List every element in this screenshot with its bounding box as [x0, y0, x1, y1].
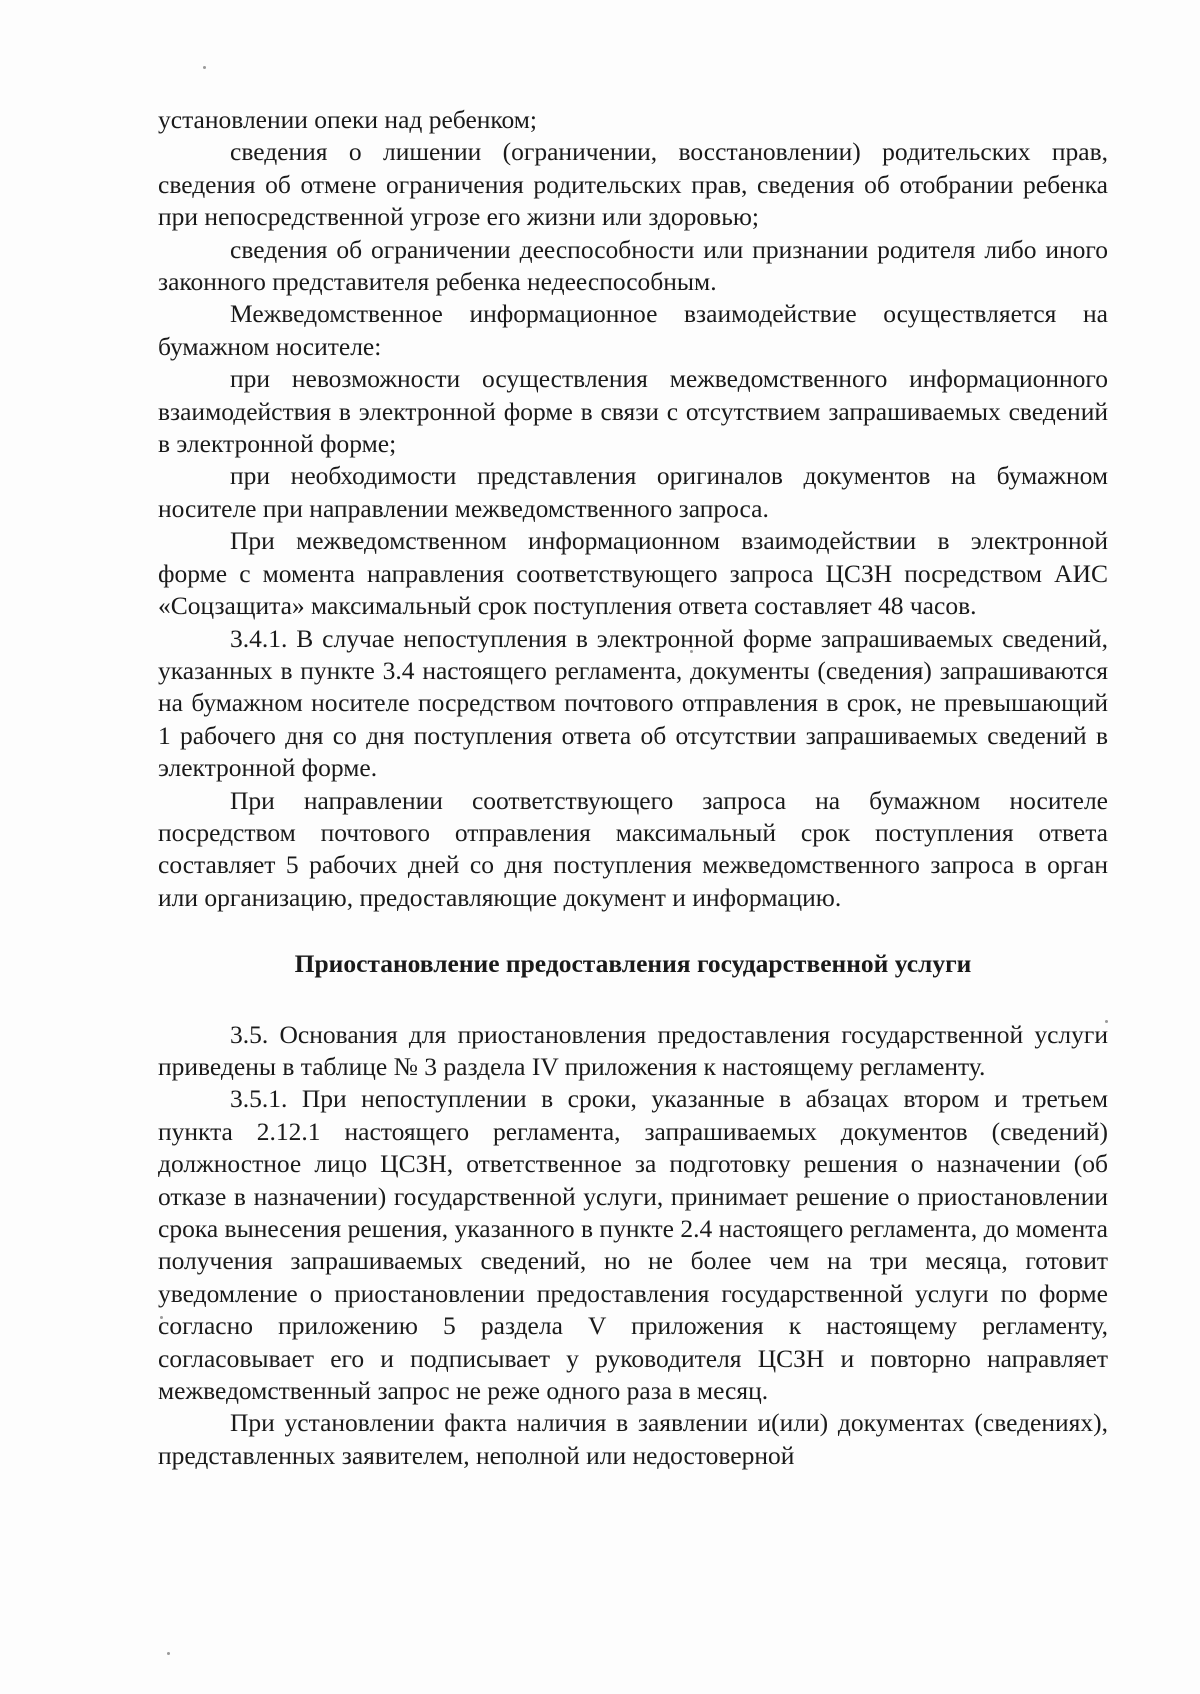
paragraph: сведения об ограничении дееспособности или признании родителя либо иного законного представителя ребенка недееспособным. — [158, 234, 1108, 297]
document-body — [158, 104, 1108, 1472]
paragraph: 3.5.1. При непоступлении в сроки, указанные в абзацах втором и третьем пункта 2.12.1 настоящего регламента, запрашиваемых документов (сведений) должностное лицо ЦСЗН, ответственное за подготовку решения о назначении (об отказе в назначении) государственной услуги, принимает решение о приостановлении срока вынесения решения, указанного в пункте 2.4 настоящего регламента, до момента получения запрашиваемых сведений, но не более чем на три месяца, готовит уведомление о приостановлении предоставления государственной услуги по форме согласно приложению 5 раздела V приложения к настоящему регламенту, согласовывает его и подписывает у руководителя ЦСЗН и повторно направляет межведомственный запрос не реже одного раза в месяц. — [158, 1084, 1108, 1406]
section-heading: Приостановление предоставления государственной услуги — [294, 949, 972, 979]
paragraph: 3.5. Основания для приостановления предоставления государственной услуги приведены в таблице № 3 раздела IV приложения к настоящему регламенту. — [158, 1019, 1108, 1081]
scan-speck — [167, 1652, 170, 1655]
paragraph: сведения о лишении (ограничении, восстановлении) родительских прав, сведения об отмене ограничения родительских прав, сведения об отобрании ребенка при непосредственной угрозе его жизни или здоровью; — [158, 137, 1108, 232]
paragraph: установлении опеки над ребенком; — [158, 105, 537, 134]
paragraph: При установлении факта наличия в заявлении и(или) документах (сведениях), представленных заявителем, неполной или недостоверной — [158, 1408, 1108, 1470]
paragraph: при невозможности осуществления межведомственного информационного взаимодействия в электронной форме в связи с отсутствием запрашиваемых сведений в электронной форме; — [158, 364, 1108, 459]
paragraph: 3.4.1. В случае непоступления в электронной форме запрашиваемых сведений, указанных в пункте 3.4 настоящего регламента, документы (сведения) запрашиваются на бумажном носителе посредством почтового отправления в срок, не превышающий 1 рабочего дня со дня поступления ответа об отсутствии запрашиваемых сведений в электронной форме. — [158, 623, 1108, 783]
paragraph: при необходимости представления оригиналов документов на бумажном носителе при направлении межведомственного запроса. — [158, 461, 1108, 523]
paragraph: При направлении соответствующего запроса на бумажном носителе посредством почтового отправления максимальный срок поступления ответа составляет 5 рабочих дней со дня поступления межведомственного запроса в орган или организацию, предоставляющие документ и информацию. — [158, 785, 1108, 912]
paragraph: При межведомственном информационном взаимодействии в электронной форме с момента направления соответствующего запроса ЦСЗН посредством АИС «Соцзащита» максимальный срок поступления ответа составляет 48 часов. — [158, 526, 1108, 621]
paragraph: Межведомственное информационное взаимодействие осуществляется на бумажном носителе: — [158, 299, 1108, 361]
scan-speck — [203, 66, 206, 69]
